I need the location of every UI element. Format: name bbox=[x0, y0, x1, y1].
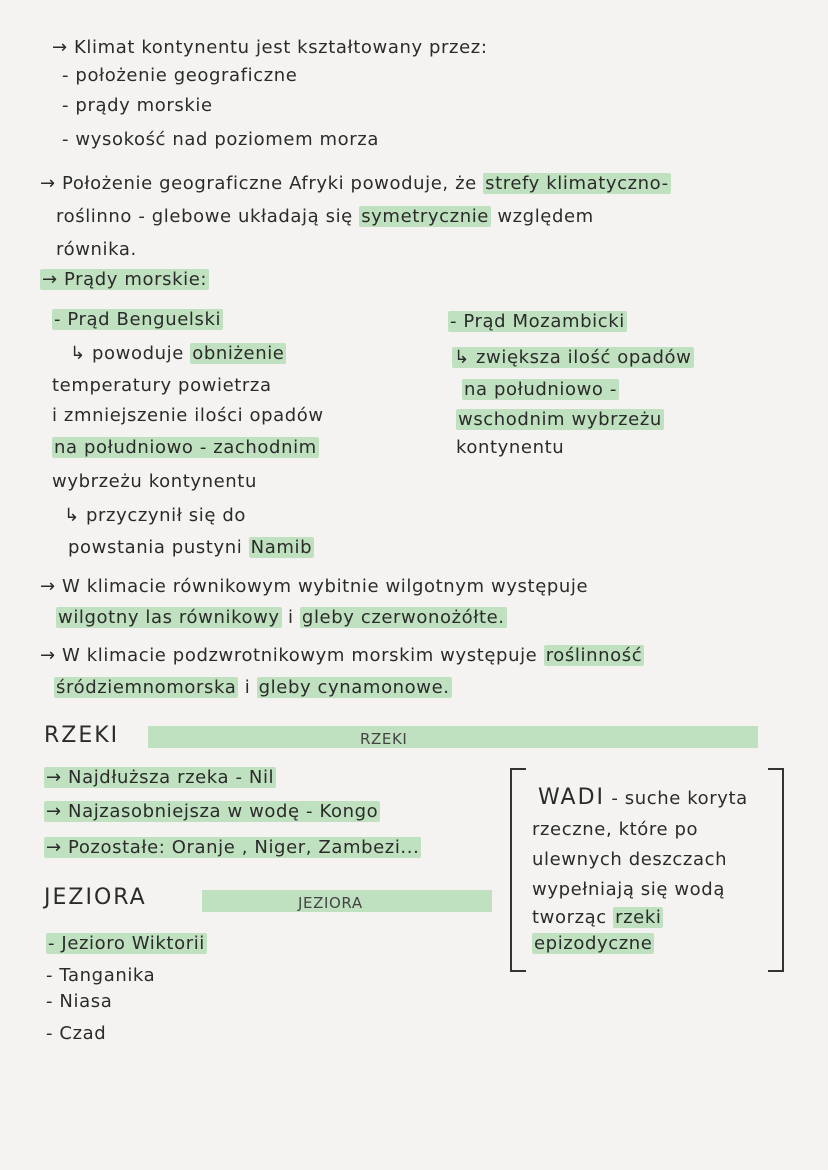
wadi-line: wypełniają się wodą bbox=[532, 879, 725, 900]
subtropical-line-1 bbox=[40, 644, 644, 668]
benguela-line bbox=[70, 342, 286, 366]
subtropical-text: i bbox=[244, 677, 251, 698]
mozambique-highlight: wschodnim wybrzeżu bbox=[458, 409, 662, 430]
lake-item-text: - Jezioro Wiktorii bbox=[48, 933, 205, 954]
river-most-water: → Najzasobniejsza w wodę - Kongo bbox=[46, 801, 379, 822]
equatorial-highlight: wilgotny las równikowy bbox=[58, 607, 280, 628]
benguela-line: temperatury powietrza bbox=[52, 375, 272, 396]
wadi-highlight: epizodyczne bbox=[534, 933, 653, 954]
subtropical-highlight: gleby cynamonowe. bbox=[258, 677, 450, 698]
rivers-bar-label: RZEKI bbox=[360, 730, 408, 748]
currents-title-text: → Prądy morskie: bbox=[42, 269, 208, 290]
river-item bbox=[44, 800, 380, 824]
benguela-line bbox=[68, 536, 314, 560]
benguela-line: i zmniejszenie ilości opadów bbox=[52, 405, 324, 426]
wadi-line bbox=[538, 786, 748, 811]
benguela-highlight: na południowo - zachodnim bbox=[54, 437, 317, 458]
subtropical-highlight: śródziemnomorska bbox=[56, 677, 237, 698]
benguela-line bbox=[52, 436, 319, 460]
rivers-bar bbox=[148, 726, 758, 748]
mozambique-line: kontynentu bbox=[456, 437, 565, 458]
wadi-bracket-right bbox=[768, 768, 784, 972]
benguela-line: ↳ przyczynił się do bbox=[64, 505, 246, 526]
wadi-text: - suche koryta bbox=[611, 788, 748, 809]
position-highlight: strefy klimatyczno- bbox=[485, 173, 669, 194]
climate-intro-text: → Klimat kontynentu jest kształtowany przez: bbox=[52, 37, 488, 58]
benguela-text: ↳ powoduje bbox=[70, 343, 184, 364]
subtropical-highlight: roślinność bbox=[545, 645, 643, 666]
currents-title bbox=[40, 268, 209, 292]
river-item bbox=[44, 766, 276, 790]
benguela-title-text: - Prąd Benguelski bbox=[54, 309, 222, 330]
mozambique-highlight: na południowo - bbox=[464, 379, 617, 400]
benguela-highlight: obniżenie bbox=[192, 343, 285, 364]
rivers-heading: RZEKI bbox=[44, 723, 120, 748]
river-item bbox=[44, 836, 421, 860]
benguela-title bbox=[52, 308, 223, 332]
lake-item: - Czad bbox=[46, 1023, 107, 1044]
factor-item: - położenie geograficzne bbox=[62, 65, 298, 86]
factor-item: - prądy morskie bbox=[62, 95, 213, 116]
climate-intro bbox=[52, 36, 488, 60]
benguela-line: wybrzeżu kontynentu bbox=[52, 471, 257, 492]
wadi-term: WADI bbox=[538, 785, 606, 810]
benguela-highlight: Namib bbox=[250, 537, 313, 558]
river-longest: → Najdłuższa rzeka - Nil bbox=[46, 767, 275, 788]
lakes-bar-label: JEZIORA bbox=[298, 894, 363, 912]
equatorial-line-1: → W klimacie równikowym wybitnie wilgotnym występuje bbox=[40, 576, 589, 597]
wadi-line: rzeczne, które po bbox=[532, 819, 699, 840]
position-text: względem bbox=[497, 206, 594, 227]
position-line-2 bbox=[56, 205, 594, 229]
mozambique-line bbox=[452, 346, 694, 370]
mozambique-title bbox=[448, 310, 627, 334]
position-line-1 bbox=[40, 172, 671, 196]
position-line-3: równika. bbox=[56, 239, 137, 260]
mozambique-highlight: ↳ zwiększa ilość opadów bbox=[454, 347, 692, 368]
lake-item bbox=[46, 932, 207, 956]
position-text: → Położenie geograficzne Afryki powoduje, że bbox=[40, 173, 477, 194]
position-highlight: symetrycznie bbox=[361, 206, 489, 227]
wadi-box bbox=[510, 768, 784, 972]
equatorial-text: i bbox=[287, 607, 294, 628]
wadi-line bbox=[532, 906, 663, 930]
wadi-bracket-left bbox=[510, 768, 526, 972]
equatorial-line-2 bbox=[56, 606, 507, 630]
position-text: roślinno - glebowe układają się bbox=[56, 206, 353, 227]
wadi-highlight: rzeki bbox=[615, 907, 662, 928]
wadi-text: tworząc bbox=[532, 907, 607, 928]
subtropical-text: → W klimacie podzwrotnikowym morskim występuje bbox=[40, 645, 538, 666]
river-others: → Pozostałe: Oranje , Niger, Zambezi... bbox=[46, 837, 420, 858]
subtropical-line-2 bbox=[54, 676, 452, 700]
wadi-line: ulewnych deszczach bbox=[532, 849, 728, 870]
mozambique-line bbox=[456, 408, 664, 432]
factor-item: - wysokość nad poziomem morza bbox=[62, 129, 379, 150]
lake-item: - Niasa bbox=[46, 991, 113, 1012]
mozambique-title-text: - Prąd Mozambicki bbox=[450, 311, 625, 332]
lakes-heading: JEZIORA bbox=[44, 885, 147, 910]
mozambique-line bbox=[462, 378, 619, 402]
lake-item: - Tanganika bbox=[46, 965, 156, 986]
equatorial-highlight: gleby czerwonożółte. bbox=[301, 607, 505, 628]
wadi-line bbox=[532, 932, 654, 956]
benguela-text: powstania pustyni bbox=[68, 537, 243, 558]
